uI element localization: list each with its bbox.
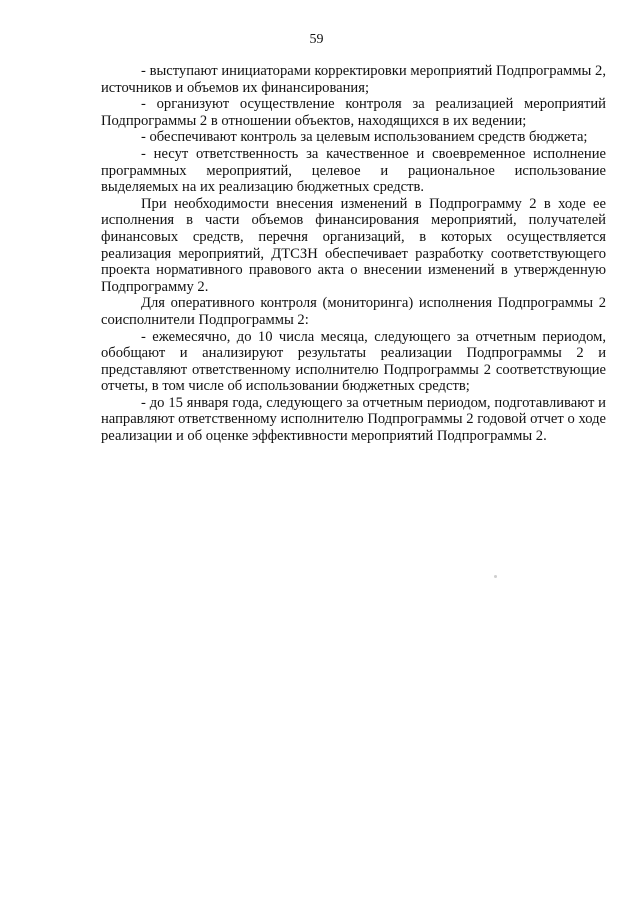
paragraph-responsibility: - несут ответственность за качественное и своевременное исполнение программных мероприятий, целевое и рациональное использование выделяемых на их реализацию бюджетных средств. bbox=[101, 145, 606, 196]
paragraph-control-objects: - организуют осуществление контроля за реализацией мероприятий Подпрограммы 2 в отношении объектов, находящихся в их ведении; bbox=[101, 96, 606, 129]
paragraph-amendments: При необходимости внесения изменений в Подпрограмму 2 в ходе ее исполнения в части объемов финансирования мероприятий, получателей финансовых средств, перечня организаций, в которых осуществляется реализация мероприятий, ДТСЗН обеспечивает разработку соответствующего проекта нормативного правового акта о внесении изменений в утвержденную Подпрограмму 2. bbox=[101, 195, 606, 295]
paragraph-initiators: - выступают инициаторами корректировки мероприятий Подпрограммы 2, источников и объемов их финансирования; bbox=[101, 63, 606, 96]
paragraph-monitoring: Для оперативного контроля (мониторинга) исполнения Подпрограммы 2 соисполнители Подпрограммы 2: bbox=[101, 295, 606, 328]
document-body bbox=[101, 63, 606, 445]
paragraph-monthly-reports: - ежемесячно, до 10 числа месяца, следующего за отчетным периодом, обобщают и анализируют результаты реализации Подпрограммы 2 и представляют ответственному исполнителю Подпрограммы 2 соответствующие отчеты, в том числе об использовании бюджетных средств; bbox=[101, 328, 606, 395]
scan-speck bbox=[494, 575, 497, 578]
paragraph-annual-report: - до 15 января года, следующего за отчетным периодом, подготавливают и направляют ответственному исполнителю Подпрограммы 2 годовой отчет о ходе реализации и об оценке эффективности мероприятий Подпрограммы 2. bbox=[101, 394, 606, 445]
page-number: 59 bbox=[309, 32, 324, 47]
paragraph-budget-control: - обеспечивают контроль за целевым использованием средств бюджета; bbox=[141, 129, 588, 146]
